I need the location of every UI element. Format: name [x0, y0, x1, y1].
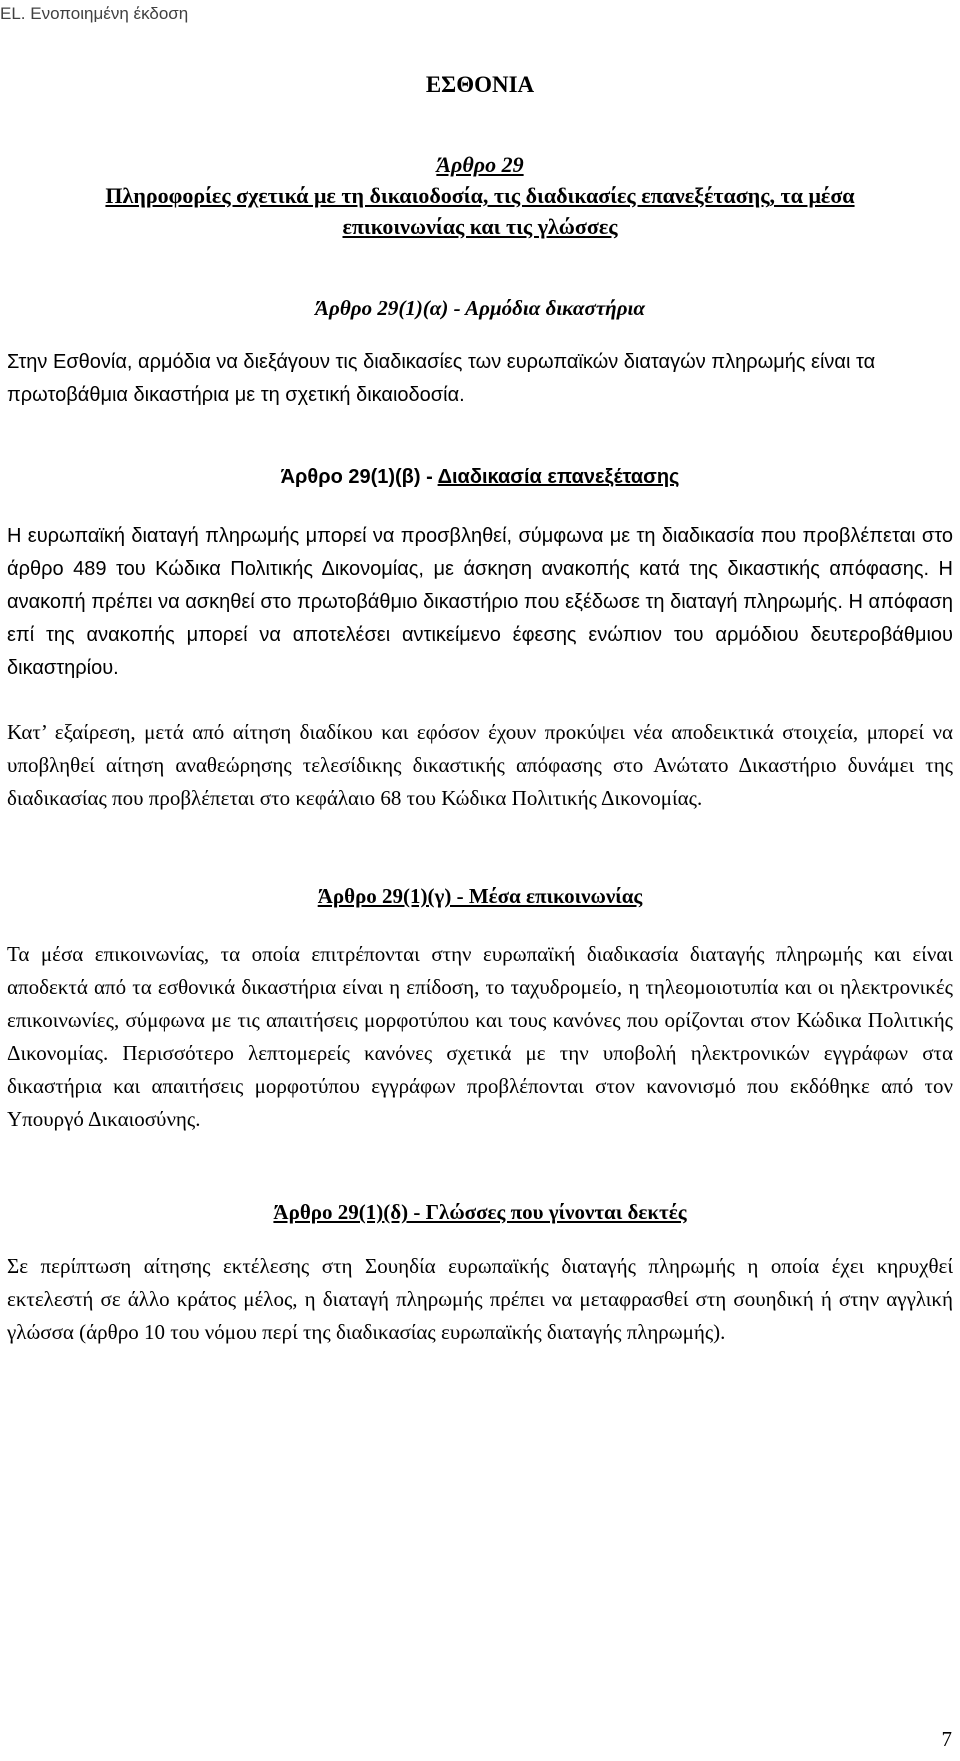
- document-version-note: EL. Ενοποιημένη έκδοση: [0, 4, 189, 23]
- paragraph-languages: Σε περίπτωση αίτησης εκτέλεσης στη Σουηδία ευρωπαϊκής διαταγής πληρωμής η οποία έχει κηρυχθεί εκτελεστή σε άλλο κράτος μέλος, η διαταγή πληρωμής πρέπει να μεταφρασθεί στη σουηδική ή στην αγγλική γλώσσα (άρθρο 10 του νόμου περί της διαδικασίας ευρωπαϊκής διαταγής πληρωμής).: [7, 1254, 953, 1344]
- paragraph-review-1: Η ευρωπαϊκή διαταγή πληρωμής μπορεί να προσβληθεί, σύμφωνα με τη διαδικασία που προβλέπεται στο άρθρο 489 του Κώδικα Πολιτικής Δικονομίας, με άσκηση ανακοπής κατά της δικαστικής απόφασης. Η ανακοπή πρέπει να ασκηθεί στο πρωτοβάθμιο δικαστήριο που εξέδωσε τη διαταγή πληρωμής. Η απόφαση επί της ανακοπής μπορεί να αποτελέσει αντικείμενο έφεσης ενώπιον του αρμόδιου δευτεροβάθμιου δικαστηρίου.: [7, 525, 953, 679]
- section-heading-competent-courts: [0, 296, 960, 321]
- country-heading: ΕΣΘΟΝΙΑ: [425, 72, 535, 97]
- paragraph-communication: Τα μέσα επικοινωνίας, τα οποία επιτρέπονται στην ευρωπαϊκή διαδικασία διαταγής πληρωμής και είναι αποδεκτά από τα εσθονικά δικαστήρια είναι η επίδοση, το ταχυδρομείο, η τηλεομοιοτυπία και οι ηλεκτρονικές επικοινωνίες, σύμφωνα με τις απαιτήσεις μορφοτύπου και τους κανόνες που ορίζονται στον Κώδικα Πολιτικής Δικονομίας. Περισσότερο λεπτομερείς κανόνες σχετικά με την υποβολή ηλεκτρονικών εγγράφων στα δικαστήρια και απαιτήσεις μορφοτύπου εγγράφων προβλέπονται στον κανονισμό που εκδόθηκε από τον Υπουργό Δικαιοσύνης.: [7, 942, 953, 1131]
- section-heading-review-prefix: Άρθρο 29(1)(β) -: [280, 466, 438, 488]
- article-number-text: Άρθρο 29: [436, 152, 524, 177]
- section-heading-languages: [0, 1200, 960, 1225]
- paragraph-review-2: Κατ’ εξαίρεση, μετά από αίτηση διαδίκου και εφόσον έχουν προκύψει νέα αποδεικτικά στοιχεία, μπορεί να υποβληθεί αίτηση αναθεώρησης τελεσίδικης δικαστικής απόφασης στο Ανώτατο Δικαστήριο δυνάμει της διαδικασίας που προβλέπεται στο κεφάλαιο 68 του Κώδικα Πολιτικής Δικονομίας.: [7, 720, 953, 810]
- section-heading-review-procedure: [0, 466, 960, 489]
- article-number: [0, 150, 960, 180]
- section-heading-languages-text: Άρθρο 29(1)(δ) - Γλώσσες που γίνονται δεκτές: [273, 1200, 687, 1224]
- article-title-line-1: Πληροφορίες σχετικά με τη δικαιοδοσία, τις διαδικασίες επανεξέτασης, τα μέσα: [105, 183, 855, 208]
- paragraph-competent-courts: Στην Εσθονία, αρμόδια να διεξάγουν τις διαδικασίες των ευρωπαϊκών διαταγών πληρωμής είναι τα πρωτοβάθμια δικαστήρια με τη σχετική δικαιοδοσία.: [7, 351, 876, 406]
- section-heading-review-suffix: Διαδικασία επανεξέτασης: [437, 466, 680, 488]
- article-title-line-2: επικοινωνίας και τις γλώσσες: [342, 214, 618, 239]
- section-heading-means-of-communication: [0, 884, 960, 909]
- section-heading-competent-courts-text: Άρθρο 29(1)(α) - Αρμόδια δικαστήρια: [315, 296, 645, 320]
- page-number: 7: [941, 1727, 952, 1751]
- section-heading-communication-text: Άρθρο 29(1)(γ) - Μέσα επικοινωνίας: [317, 884, 643, 908]
